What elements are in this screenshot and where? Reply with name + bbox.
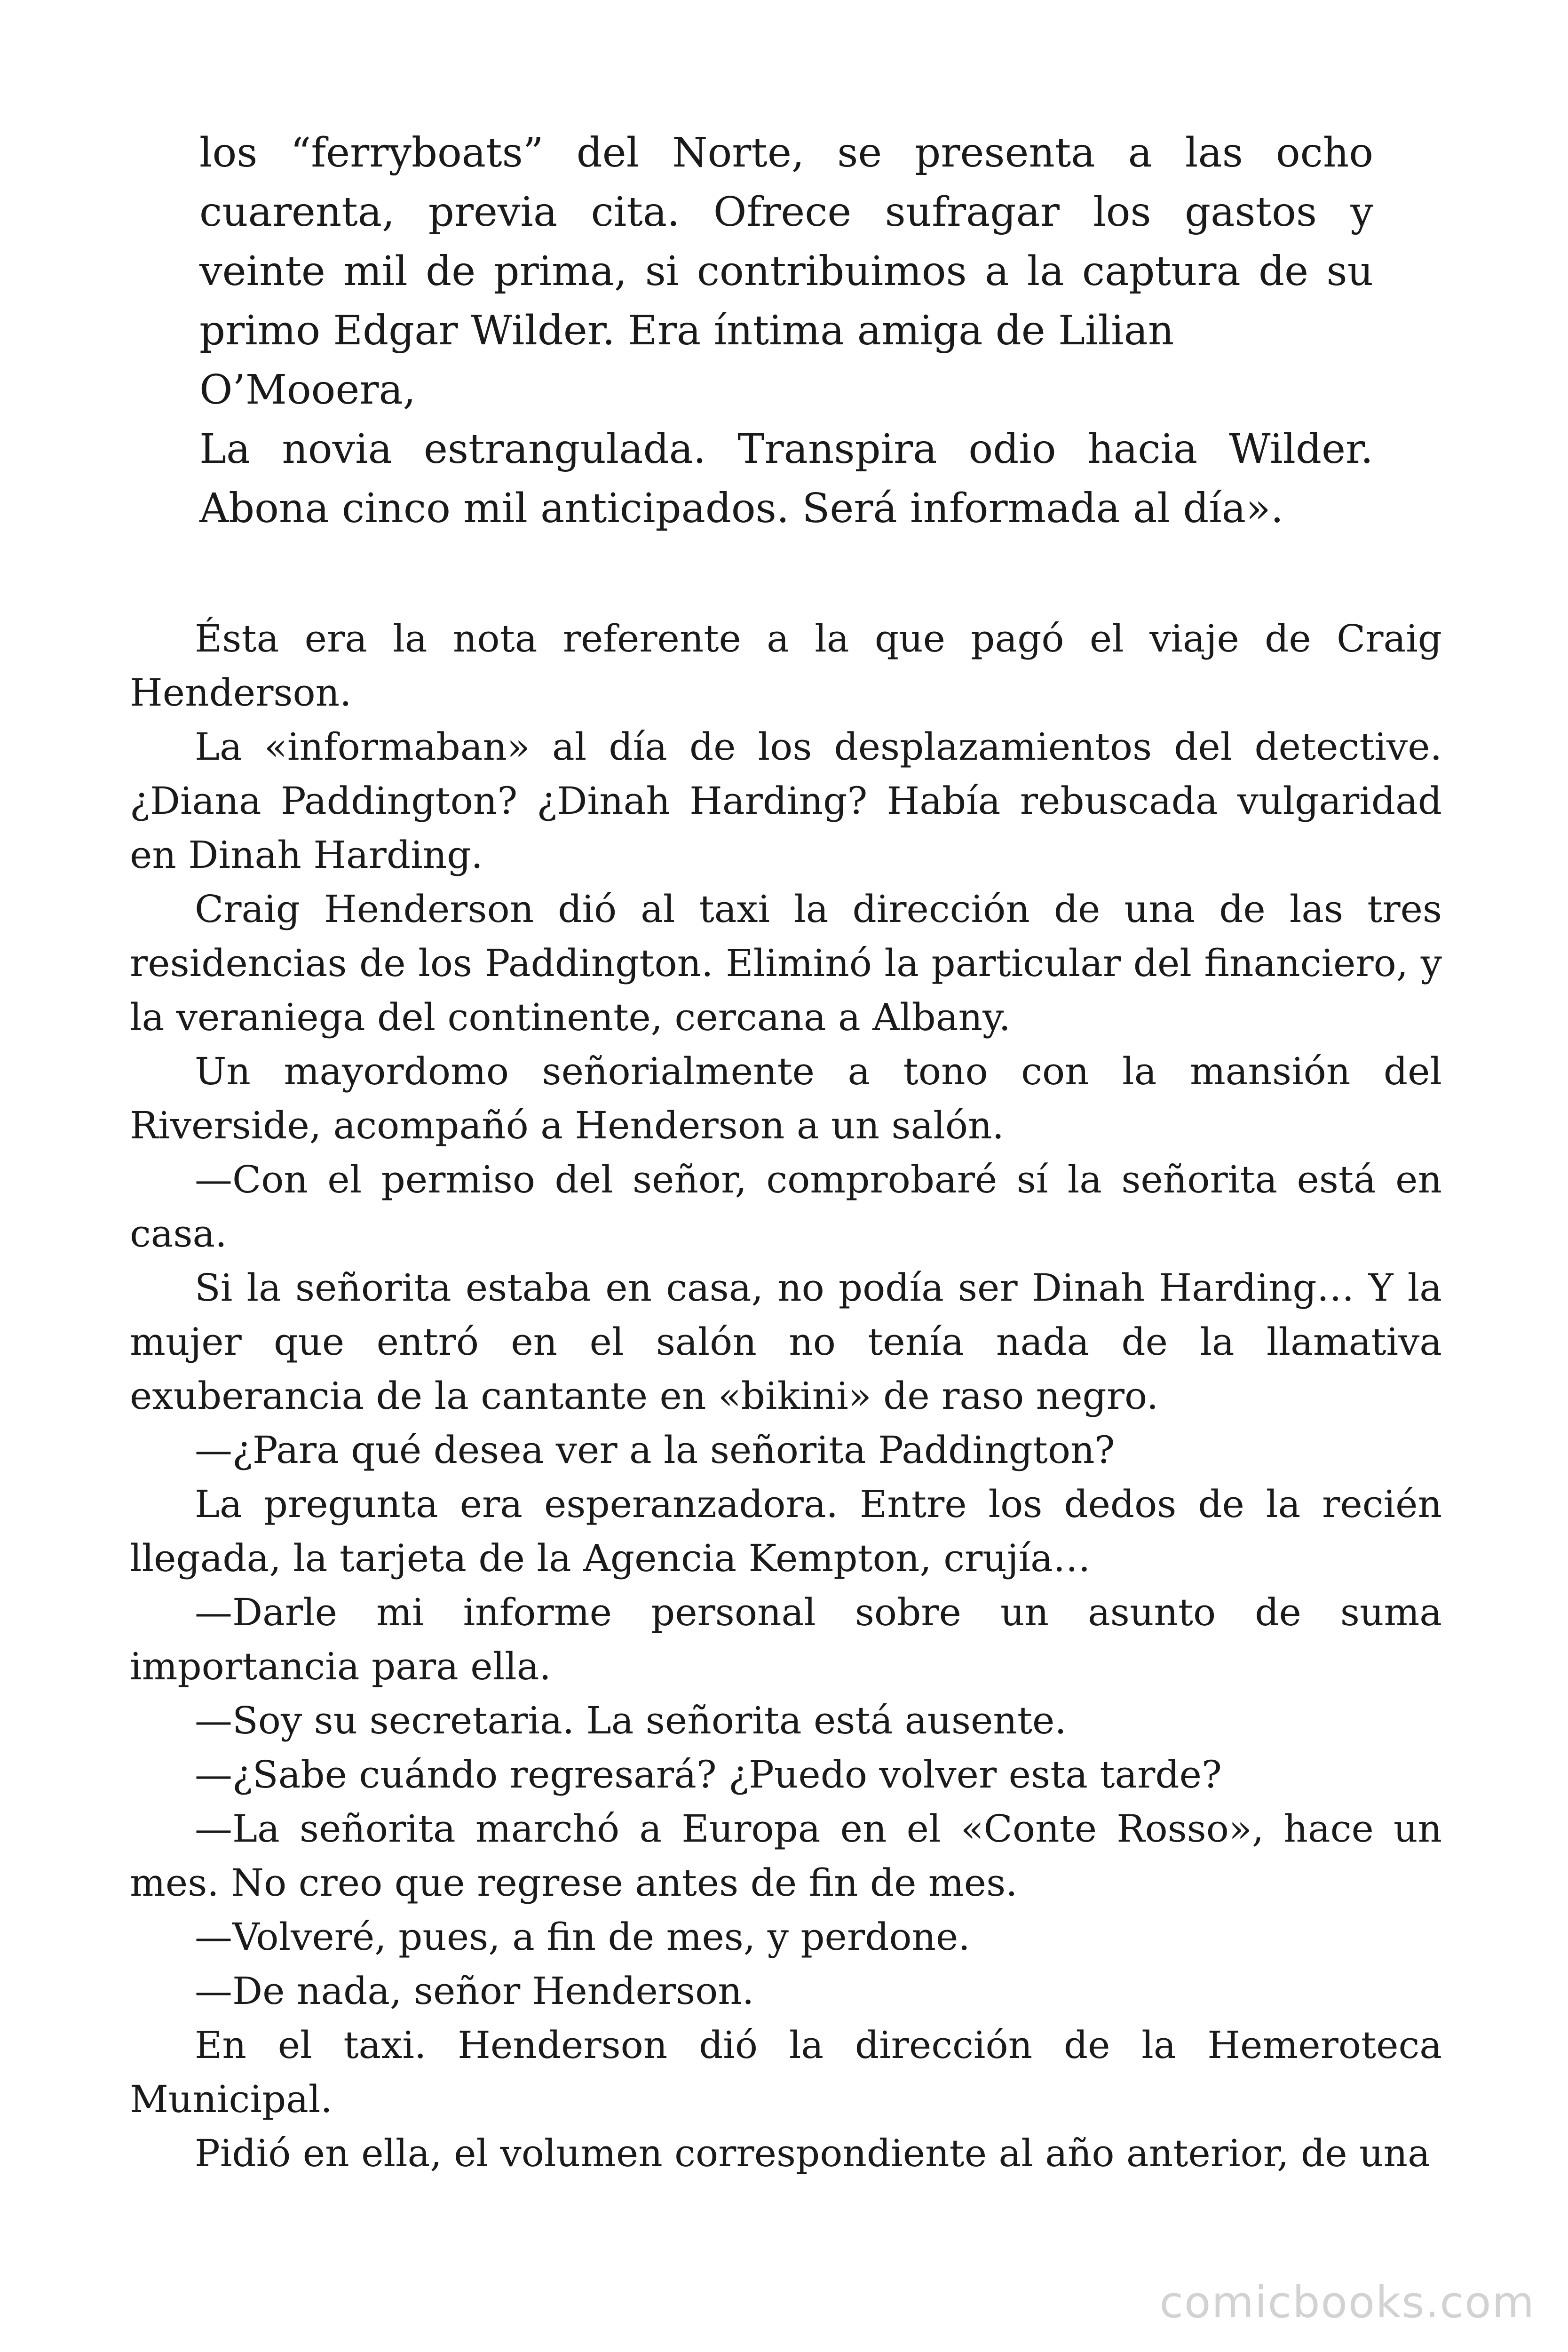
paragraph: La pregunta era esperanzadora. Entre los dedos de la recién llegada, la tarjeta de la Agencia Kempton, crujía… — [130, 1482, 1442, 1580]
paragraph: —De nada, señor Henderson. — [195, 1969, 754, 2013]
quote-line: cuarenta, previa cita. Ofrece sufragar los gastos y — [199, 189, 1373, 236]
quote-line: Abona cinco mil anticipados. Será informada al día». — [199, 485, 1284, 532]
paragraph: —Soy su secretaria. La señorita está ausente. — [195, 1699, 1067, 1742]
quote-line: los “ferryboats” del Norte, se presenta a las ocho — [199, 129, 1373, 176]
paragraph: —Darle mi informe personal sobre un asunto de suma importancia para ella. — [130, 1590, 1442, 1688]
quote-line: veinte mil de prima, si contribuimos a la captura de su — [199, 248, 1373, 295]
paragraph: Pidió en ella, el volumen correspondiente al año anterior, de una — [195, 2131, 1430, 2175]
paragraph: Ésta era la nota referente a la que pagó el viaje de Craig Henderson. — [130, 617, 1442, 715]
quote-line: La novia estrangulada. Transpira odio hacia Wilder. — [199, 426, 1373, 473]
paragraph: —Con el permiso del señor, comprobaré sí la señorita está en casa. — [130, 1158, 1442, 1255]
paragraph: La «informaban» al día de los desplazamientos del detective. ¿Diana Paddington? ¿Dinah Harding? Había rebuscada vulgaridad en Dinah Harding. — [130, 725, 1442, 877]
paragraph: En el taxi. Henderson dió la dirección de la Hemeroteca Municipal. — [130, 2023, 1442, 2121]
paragraph: —La señorita marchó a Europa en el «Conte Rosso», hace un mes. No creo que regrese antes de fin de mes. — [130, 1807, 1442, 1905]
paragraph: —¿Para qué desea ver a la señorita Paddington? — [195, 1428, 1115, 1472]
paragraph: Craig Henderson dió al taxi la dirección de una de las tres residencias de los Paddington. Eliminó la particular del financiero, y la veraniega del continente, cercana a Albany. — [130, 887, 1442, 1039]
paragraph: —Volveré, pues, a fin de mes, y perdone. — [195, 1915, 970, 1959]
quote-line: O’Mooera, — [199, 366, 416, 413]
body-text — [130, 612, 1442, 2180]
quoted-note — [199, 123, 1373, 538]
paragraph: —¿Sabe cuándo regresará? ¿Puedo volver esta tarde? — [195, 1753, 1222, 1796]
watermark: comicbooks.com — [1159, 2277, 1535, 2328]
quote-line: primo Edgar Wilder. Era íntima amiga de Lilian — [199, 307, 1174, 354]
paragraph: Un mayordomo señorialmente a tono con la mansión del Riverside, acompañó a Henderson a un salón. — [130, 1049, 1442, 1147]
paragraph: Si la señorita estaba en casa, no podía ser Dinah Harding… Y la mujer que entró en el salón no tenía nada de la llamativa exuberancia de la cantante en «bikini» de raso negro. — [130, 1266, 1442, 1418]
